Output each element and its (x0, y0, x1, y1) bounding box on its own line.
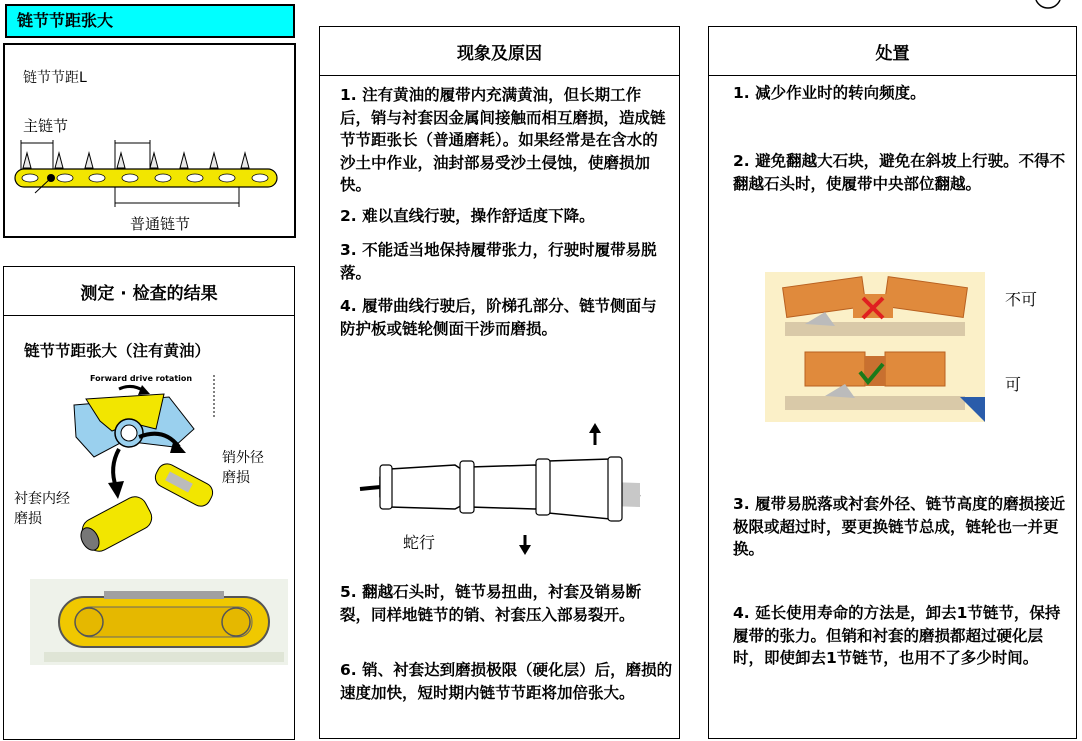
wear-illustration (4, 367, 292, 667)
cause-item: 1. 注有黄油的履带内充满黄油，但长期工作后，销与衬套因金属间接触而相互磨损，造成链节节距张长（普通磨耗）。如果经常是在含水的沙土中作业，油封部易受沙土侵蚀，使磨损加快。 (340, 86, 666, 194)
actions-panel (708, 26, 1077, 739)
ok-label: 可 (1005, 375, 1022, 394)
cause-item: 6. 销、衬套达到磨损极限（硬化层）后，磨损的速度加快，短时期内链节节距将加倍张大。 (340, 661, 673, 702)
cause-item: 4. 履带曲线行驶后，阶梯孔部分、链节侧面与防护板或链轮侧面干涉而磨损。 (340, 297, 657, 338)
pitch-label: 链节节距L (23, 70, 87, 86)
action-item: 1. 减少作业时的转向频度。 (733, 84, 926, 102)
not-ok-label: 不可 (1005, 290, 1038, 309)
rock-crossing-illustration (765, 272, 985, 422)
pin-wear-label: 销外径 磨损 (222, 450, 264, 486)
chain-pitch-diagram (3, 43, 296, 238)
snaking-chain-illustration (320, 417, 679, 557)
master-link-label: 主链节 (23, 117, 69, 135)
chain-illustration (5, 45, 294, 236)
measurement-panel (3, 266, 295, 740)
corner-circle-mark (1034, 0, 1064, 10)
page-title: 链节节距张大 (5, 4, 295, 38)
cause-item: 5. 翻越石头时，链节易扭曲，衬套及销易断裂，同样地链节的销、衬套压入部易裂开。 (340, 583, 642, 624)
normal-link-label: 普通链节 (130, 215, 191, 233)
forward-rotation-label: Forward drive rotation (90, 374, 193, 383)
action-item: 2. 避免翻越大石块，避免在斜坡上行驶。不得不翻越石头时，使履带中央部位翻越。 (733, 152, 1066, 193)
action-item: 3. 履带易脱落或衬套外径、链节高度的磨损接近极限或超过时，要更换链节总成，链轮也一并更换。 (733, 495, 1066, 558)
cause-item: 3. 不能适当地保持履带张力，行驶时履带易脱落。 (340, 241, 657, 282)
actions-header: 处置 (709, 27, 1076, 76)
causes-panel (319, 26, 680, 739)
measurement-subtitle: 链节节距张大（注有黄油） (24, 342, 211, 360)
measurement-header: 测定 · 检查的结果 (4, 267, 294, 316)
bushing-wear-label: 衬套内经 磨损 (14, 491, 70, 527)
action-item: 4. 延长使用寿命的方法是，卸去1节链节，保持履带的张力。但销和衬套的磨损都超过硬化层时，即使卸去1节链节，也用不了多少时间。 (733, 604, 1061, 667)
snake-label: 蛇行 (403, 533, 436, 552)
cause-item: 2. 难以直线行驶，操作舒适度下降。 (340, 207, 595, 225)
causes-header: 现象及原因 (320, 27, 679, 76)
